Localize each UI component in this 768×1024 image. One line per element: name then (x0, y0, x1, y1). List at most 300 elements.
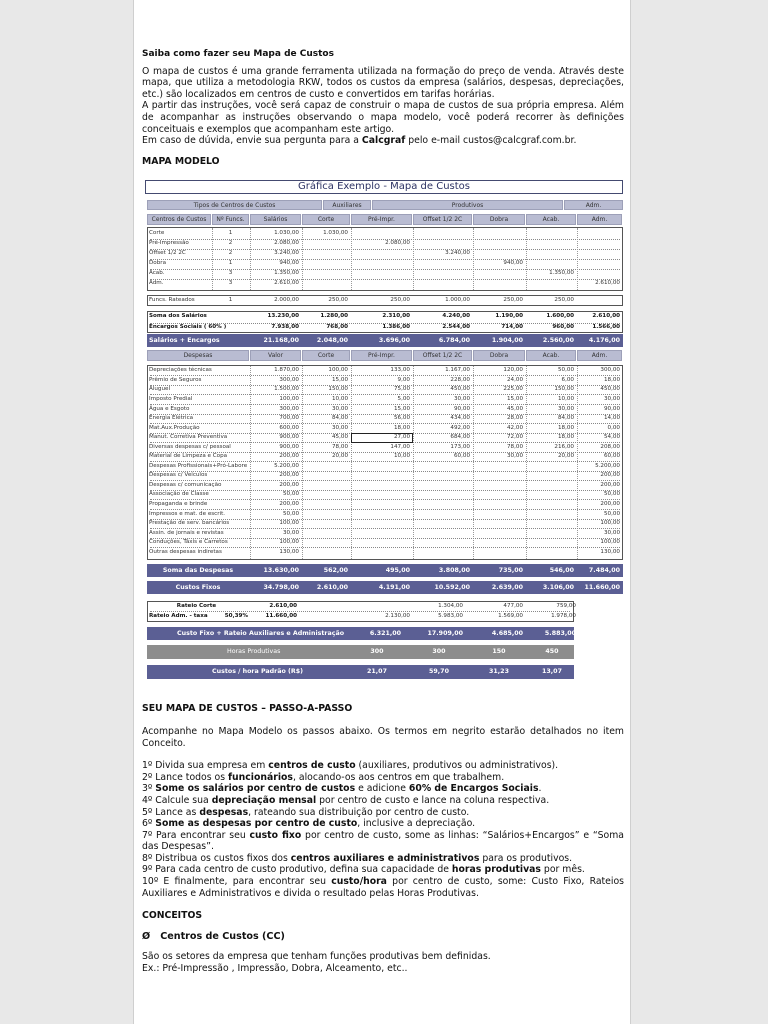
despesa-row: 50,00 (282, 510, 299, 517)
step-text: , rateando sua distribuição por centro de custo. (248, 806, 470, 818)
col-header: Centros de Custos (147, 214, 211, 225)
custo-fixo-rateio-value: 17.909,00 (427, 630, 463, 638)
col-header: Nº Funcs. (212, 214, 249, 225)
despesa-row: 492,00 (450, 424, 470, 431)
step-term: depreciação mensal (211, 794, 317, 806)
col-header: Adm. (577, 214, 622, 225)
soma-salarios-row: 2.610,00 (592, 313, 620, 320)
soma-salarios-row: 4.240,00 (442, 313, 470, 320)
intro-paragraph-3: Em caso de dúvida, envie sua pergunta para a Calcgraf pelo e-mail custos@calcgraf.com.br. (142, 135, 577, 147)
step-9 (142, 864, 624, 876)
despesa-row: 30,00 (453, 395, 470, 402)
salary-row: 1 (228, 260, 233, 267)
soma-salarios-row: 13.230,00 (267, 313, 299, 320)
brand-name: Calcgraf (361, 135, 406, 147)
despesas-col-header: Offset 1/2 2C (413, 350, 472, 361)
soma-salarios-row: Soma dos Salários (149, 313, 207, 320)
step-term: custo/hora (331, 876, 387, 888)
salary-row: Offset 1/2 2C (149, 250, 186, 257)
step-text: por centro de custo, some: Custo Fixo, Rateios Auxiliares e Administrativos e divida o resultado pelas Horas Produtivas. (142, 876, 624, 899)
col-header: Acab. (526, 214, 576, 225)
salary-row: 1.030,00 (323, 230, 348, 237)
custo-hora-value: 59,70 (429, 668, 449, 676)
col-divider (526, 228, 527, 290)
custo-hora-value: 31,23 (489, 668, 509, 676)
despesa-row: 54,00 (603, 434, 620, 441)
step-text: , alocando-os aos centros em que trabalhem. (292, 771, 505, 783)
despesa-row: 200,00 (600, 481, 620, 488)
despesa-row: 50,00 (557, 367, 574, 374)
soma-salarios-row: 1.190,00 (495, 313, 523, 320)
soma-despesas-value: 3.808,00 (438, 567, 470, 575)
encargos-row: 768,00 (326, 324, 348, 331)
encargos-row: 7.938,00 (271, 324, 299, 331)
despesa-row: 45,00 (506, 405, 523, 412)
despesas-col-header: Despesas (147, 350, 249, 361)
despesa-row: 30,00 (331, 424, 348, 431)
despesa-row: 10,00 (331, 395, 348, 402)
rateio-adm-value: 2.130,00 (385, 613, 410, 620)
salary-row: 2 (228, 250, 233, 257)
salary-row: 1.350,00 (549, 270, 574, 277)
group-auxiliares: Auxiliares (323, 200, 371, 210)
encargos-row: 2.544,00 (442, 324, 470, 331)
rateio-adm-label: Rateio Adm. - taxa (149, 613, 208, 620)
despesa-row: 45,00 (331, 434, 348, 441)
custo-fixo-rateio-value: 5.883,00 (544, 630, 576, 638)
step-term: Some as despesas por centro de custo (155, 818, 358, 830)
step-text: por centro de custo, some as linhas: “Salários+Encargos” e “Soma das Despesas”. (142, 829, 624, 853)
despesa-row: 9,00 (397, 376, 410, 383)
salary-row: Corte (149, 230, 165, 237)
salary-row: 2.080,00 (274, 240, 299, 247)
encargos-row: 714,00 (501, 324, 523, 331)
despesa-row: 100,00 (279, 395, 299, 402)
despesa-row: 28,00 (506, 415, 523, 422)
step-text: e adicione (355, 783, 409, 795)
custos-fixos-value: 34.798,00 (263, 584, 299, 592)
despesa-row: Outras despesas indiretas (149, 548, 222, 555)
rateados-row: Funcs. Rateados (149, 297, 195, 304)
rateio-corte-label: Rateio Corte (176, 603, 217, 610)
salary-row: 940,00 (503, 260, 523, 267)
despesa-row: 147,00 (390, 443, 410, 450)
despesa-row: 100,00 (279, 539, 299, 546)
despesa-row: 450,00 (600, 386, 620, 393)
step-text: . (538, 783, 542, 795)
despesa-row: Diversas despesas c/ pessoal (149, 443, 231, 450)
despesa-row: 225,00 (503, 386, 523, 393)
despesa-row: 10,00 (557, 395, 574, 402)
group-adm: Adm. (564, 200, 623, 210)
col-header: Pré-Impr. (351, 214, 412, 225)
despesa-row: 1.500,00 (274, 386, 299, 393)
despesa-row: 30,00 (603, 529, 620, 536)
custo-hora-value: 21,07 (367, 668, 387, 676)
despesa-row: Material de Limpeza e Copa (149, 453, 228, 460)
custos-fixos-value: 3.106,00 (542, 584, 574, 592)
despesa-row: 60,00 (603, 453, 620, 460)
despesas-col-header: Acab. (526, 350, 576, 361)
mapa-title: Gráfica Exemplo - Mapa de Custos (145, 180, 623, 194)
despesa-row: 24,00 (506, 376, 523, 383)
despesa-row: Despesas c/ comunicação (149, 481, 222, 488)
step-text: 3º (142, 783, 156, 795)
horas-produtivas-value: 150 (492, 648, 506, 656)
custos-fixos-value: Custos Fixos (175, 584, 221, 592)
custo-fixo-rateio-bar: Custo Fixo + Rateio Auxiliares e Administração (147, 627, 574, 640)
col-divider (473, 228, 474, 290)
despesa-row: 300,00 (279, 405, 299, 412)
despesa-row: 18,00 (393, 424, 410, 431)
step-8 (142, 853, 624, 865)
soma-despesas-value: 13.630,00 (263, 567, 299, 575)
mapa-modelo-heading: MAPA MODELO (142, 155, 220, 167)
step-text: 4º Calcule sua (142, 794, 212, 806)
despesa-row: Despesas Profissionais+Pró-Labore (149, 462, 248, 469)
despesa-row: 20,00 (331, 453, 348, 460)
salarios-encargos-value: 3.696,00 (378, 337, 410, 345)
salary-row: Adm. (149, 280, 164, 287)
despesa-row: Imposto Predial (149, 395, 193, 402)
step-text: 10º E finalmente, para encontrar seu (142, 876, 332, 888)
highlighted-cell (351, 433, 413, 443)
group-produtivos: Produtivos (372, 200, 563, 210)
rateio-adm-value: 11.660,00 (265, 613, 297, 620)
despesa-row: 150,00 (328, 386, 348, 393)
despesa-row: 90,00 (603, 405, 620, 412)
custo-hora-value: 13,07 (542, 668, 562, 676)
salarios-encargos-value: 6.784,00 (438, 337, 470, 345)
step-text: , inclusive a depreciação. (357, 818, 476, 830)
despesa-row: 84,00 (331, 415, 348, 422)
salary-row: 1 (228, 230, 233, 237)
step-6 (142, 818, 624, 830)
col-header: Corte (302, 214, 350, 225)
group-tipos: Tipos de Centros de Custos (147, 200, 322, 210)
step-term: custo fixo (249, 829, 302, 841)
despesa-row: 18,00 (557, 434, 574, 441)
rateados-row: 2.000,00 (274, 297, 299, 304)
despesa-row: 30,00 (603, 395, 620, 402)
step-4 (142, 795, 624, 807)
step-term: centros de custo (268, 760, 356, 772)
rateio-corte-value: 1.304,00 (438, 603, 463, 610)
despesa-row: 50,00 (603, 491, 620, 498)
step-term: centros auxiliares e administrativos (290, 852, 480, 864)
salarios-encargos-value: 2.048,00 (316, 337, 348, 345)
article-title: Saiba como fazer seu Mapa de Custos (142, 49, 334, 59)
despesas-col-header: Pré-Impr. (351, 350, 412, 361)
rateio-adm-value: 1.978,00 (551, 613, 576, 620)
despesa-row: 75,00 (393, 386, 410, 393)
despesa-row: 300,00 (600, 367, 620, 374)
despesa-row: 78,00 (331, 443, 348, 450)
custos-fixos-value: 4.191,00 (378, 584, 410, 592)
despesa-row: 5,00 (397, 395, 410, 402)
step-text: 9º Para cada centro de custo produtivo, defina sua capacidade de (142, 864, 452, 876)
col-divider (302, 228, 303, 290)
despesa-row: Manut. Corretiva Preventiva (149, 434, 228, 441)
step-term: 60% de Encargos Sociais (408, 783, 539, 795)
step-term: funcionários (228, 771, 293, 783)
custo-fixo-rateio-value: 4.685,00 (491, 630, 523, 638)
despesas-col-header: Dobra (473, 350, 525, 361)
despesa-row: Aluguel (149, 386, 171, 393)
soma-despesas-value: 735,00 (498, 567, 523, 575)
despesa-row: 1.167,00 (445, 367, 470, 374)
col-divider (351, 228, 352, 290)
row-divider (150, 611, 570, 612)
despesa-row: Associação de Classe (149, 491, 209, 498)
rateados-row: 250,00 (503, 297, 523, 304)
despesa-row: Energia Elétrica (149, 415, 194, 422)
salarios-encargos-value: 1.904,00 (491, 337, 523, 345)
despesas-col-header: Valor (250, 350, 301, 361)
despesa-row: 0,00 (607, 424, 620, 431)
despesa-row: 5.200,00 (595, 462, 620, 469)
salarios-encargos-value: 21.168,00 (263, 337, 299, 345)
salary-row: 3.240,00 (274, 250, 299, 257)
despesa-row: 300,00 (279, 376, 299, 383)
soma-salarios-row: 1.280,00 (320, 313, 348, 320)
despesa-row: 14,00 (603, 415, 620, 422)
despesa-row: 133,00 (390, 367, 410, 374)
despesa-row: Propaganda e brinde (149, 501, 208, 508)
salarios-encargos-value: 2.560,00 (542, 337, 574, 345)
document-page (133, 0, 631, 1024)
despesa-row: 434,00 (450, 415, 470, 422)
encargos-row: Encargos Sociais ( 60% ) (149, 324, 227, 331)
encargos-row: 1.566,00 (592, 324, 620, 331)
conceito-centros-custos: Ø Centros de Custos (CC) (142, 930, 285, 942)
despesas-col-header: Adm. (577, 350, 622, 361)
despesa-row: 30,00 (331, 405, 348, 412)
col-header: Offset 1/2 2C (413, 214, 472, 225)
soma-despesas-value: Soma das Despesas (162, 567, 234, 575)
despesa-row: 15,00 (393, 405, 410, 412)
despesa-row: Prestação de serv. bancários (149, 520, 230, 527)
salary-row: Pré-Impressão (149, 240, 189, 247)
despesa-row: 216,00 (554, 443, 574, 450)
col-divider (413, 228, 414, 290)
soma-salarios-row: 1.600,00 (546, 313, 574, 320)
step-2 (142, 772, 624, 784)
despesa-row: 100,00 (600, 520, 620, 527)
passo-intro: Acompanhe no Mapa Modelo os passos abaixo. Os termos em negrito estarão detalhados no item Conceito. (142, 725, 624, 749)
despesa-row: 200,00 (600, 472, 620, 479)
document-content (142, 49, 624, 975)
rateio-adm-value: 1.569,00 (498, 613, 523, 620)
encargos-row: 960,00 (552, 324, 574, 331)
despesa-row: Prêmio de Seguros (149, 376, 202, 383)
step-text: 8º Distribua os custos fixos dos (142, 852, 291, 864)
despesas-col-header: Corte (302, 350, 350, 361)
despesa-row: 84,00 (557, 415, 574, 422)
despesa-row: 100,00 (600, 539, 620, 546)
despesa-row: 50,00 (282, 491, 299, 498)
step-text: 1º Divida sua empresa em (142, 760, 269, 772)
despesa-row: Água e Esgoto (149, 405, 190, 412)
soma-despesas-value: 562,00 (323, 567, 348, 575)
soma-despesas-value: 546,00 (549, 567, 574, 575)
salarios-encargos-value: Salários + Encargos (149, 337, 220, 345)
salary-row: 2 (228, 240, 233, 247)
despesa-row: 10,00 (393, 453, 410, 460)
despesa-row: 27,00 (393, 434, 410, 441)
despesa-row: 200,00 (279, 453, 299, 460)
despesa-row: 900,00 (279, 434, 299, 441)
step-5 (142, 807, 624, 819)
rateados-row: 250,00 (328, 297, 348, 304)
despesa-row: 684,00 (450, 434, 470, 441)
despesa-row: Assin. de jornais e revistas (149, 529, 224, 536)
despesa-row: 15,00 (506, 395, 523, 402)
col-header: Dobra (473, 214, 525, 225)
rateio-corte-value: 759,00 (556, 603, 576, 610)
step-text: 2º Lance todos os (142, 771, 229, 783)
bullet-icon: Ø (142, 930, 151, 942)
salary-row: 2.610,00 (595, 280, 620, 287)
despesa-row: 208,00 (600, 443, 620, 450)
custos-fixos-value: 2.610,00 (316, 584, 348, 592)
rateados-row: 1 (228, 297, 233, 304)
step-text: para os produtivos. (479, 852, 573, 864)
passo-heading: SEU MAPA DE CUSTOS – PASSO-A-PASSO (142, 703, 353, 715)
despesa-row: 200,00 (600, 501, 620, 508)
despesa-row: 78,00 (506, 443, 523, 450)
despesa-row: 18,00 (603, 376, 620, 383)
despesa-row: 700,00 (279, 415, 299, 422)
step-1 (142, 760, 624, 772)
step-text: 7º Para encontrar seu (142, 829, 250, 841)
despesa-row: 173,00 (450, 443, 470, 450)
salary-row: 3 (228, 280, 233, 287)
col-divider (250, 228, 251, 290)
custo-fixo-rateio-value: 6.321,00 (369, 630, 401, 638)
step-text: 6º (142, 818, 156, 830)
step-7 (142, 830, 624, 853)
despesa-row: 50,00 (603, 510, 620, 517)
despesa-row: 30,00 (557, 405, 574, 412)
step-text: 5º Lance as (142, 806, 200, 818)
despesa-row: 72,00 (506, 434, 523, 441)
despesa-row: 600,00 (279, 424, 299, 431)
despesa-row: 42,00 (506, 424, 523, 431)
rateio-adm-value: 5.983,00 (438, 613, 463, 620)
rateio-adm-taxa: 50,39% (224, 613, 248, 620)
step-text: por centro de custo e lance na coluna respectiva. (316, 794, 550, 806)
step-3 (142, 783, 624, 795)
despesa-row: Impressos e mat. de escrit. (149, 510, 226, 517)
rateados-row: 250,00 (554, 297, 574, 304)
despesa-row: 450,00 (450, 386, 470, 393)
horas-produtivas-value: 300 (370, 648, 384, 656)
despesa-row: 100,00 (279, 520, 299, 527)
conceitos-heading: CONCEITOS (142, 910, 203, 922)
horas-produtivas-value: 450 (545, 648, 559, 656)
intro-paragraph-2: A partir das instruções, você será capaz de construir o mapa de custos de sua própria empresa. Além de acompanhar as instruções observando o mapa modelo, você poderá recorrer às definições conceituais e exemplos que acompanham este artigo. (142, 100, 624, 135)
despesa-row: 20,00 (557, 453, 574, 460)
col-divider (212, 228, 213, 290)
salary-row: 3 (228, 270, 233, 277)
despesa-row: Depreciações técnicas (149, 367, 212, 374)
despesa-row: 18,00 (557, 424, 574, 431)
rateio-corte-value: 2.610,00 (269, 603, 297, 610)
soma-despesas-value: 7.484,00 (588, 567, 620, 575)
custos-fixos-value: 2.639,00 (491, 584, 523, 592)
step-term: horas produtivas (451, 864, 541, 876)
horas-produtivas-value: 300 (432, 648, 446, 656)
col-header: Salários (250, 214, 301, 225)
salary-row: 2.610,00 (274, 280, 299, 287)
despesa-row: 56,00 (393, 415, 410, 422)
custos-fixos-value: 10.592,00 (434, 584, 470, 592)
step-10 (142, 876, 624, 899)
custos-fixos-value: 11.660,00 (584, 584, 620, 592)
despesa-row: 100,00 (328, 367, 348, 374)
soma-salarios-row: 2.310,00 (382, 313, 410, 320)
horas-produtivas-bar: Horas Produtivas (147, 645, 574, 659)
despesa-row: 150,00 (554, 386, 574, 393)
despesa-row: 900,00 (279, 443, 299, 450)
rateio-corte-value: 477,00 (503, 603, 523, 610)
salary-row: 3.240,00 (445, 250, 470, 257)
despesa-row: 200,00 (279, 481, 299, 488)
soma-despesas-value: 495,00 (385, 567, 410, 575)
mapa-modelo-table (142, 175, 624, 697)
conceito-paragraph-1: São os setores da empresa que tenham funções produtivas bem definidas. (142, 951, 491, 963)
encargos-row: 1.386,00 (382, 324, 410, 331)
despesa-row: 228,00 (450, 376, 470, 383)
despesa-row: 30,00 (506, 453, 523, 460)
steps-list (142, 760, 624, 899)
salarios-encargos-value: 4.176,00 (588, 337, 620, 345)
salary-row: 2.080,00 (385, 240, 410, 247)
step-text: por mês. (540, 864, 585, 876)
despesa-row: 1.870,00 (274, 367, 299, 374)
despesa-row: 15,00 (331, 376, 348, 383)
intro-paragraph-1: O mapa de custos é uma grande ferramenta utilizada na formação do preço de venda. Através deste mapa, que utiliza a metodologia RKW, todos os custos da empresa (salários, despesas, depreciações, etc.) são localizados em centros de custo e convertidos em tarifas horárias. (142, 65, 624, 100)
rateados-row: 250,00 (390, 297, 410, 304)
despesa-row: 130,00 (279, 548, 299, 555)
step-term: Some os salários por centro de custos (155, 783, 356, 795)
step-term: despesas (199, 806, 249, 818)
conceito-paragraph-2: Ex.: Pré-Impressão , Impressão, Dobra, Alceamento, etc.. (142, 963, 408, 975)
custo-hora-bar: Custos / hora Padrão (R$) (147, 665, 574, 679)
despesa-row: 130,00 (600, 548, 620, 555)
despesa-row: 200,00 (279, 472, 299, 479)
despesa-row: Mat.Aux.Produção (149, 424, 200, 431)
despesa-row: 5.200,00 (274, 462, 299, 469)
salary-row: 1.350,00 (274, 270, 299, 277)
step-text: (auxiliares, produtivos ou administrativos). (355, 760, 559, 772)
despesa-row: Conduções, Táxis e Carretos (149, 539, 228, 546)
salary-row: 1.030,00 (274, 230, 299, 237)
despesa-row: 90,00 (453, 405, 470, 412)
salary-row: Dobra (149, 260, 167, 267)
despesa-row: 6,00 (561, 376, 574, 383)
despesa-row: Despesas c/ Veículos (149, 472, 208, 479)
col-divider (577, 228, 578, 290)
salary-row: 940,00 (279, 260, 299, 267)
despesa-row: 200,00 (279, 501, 299, 508)
despesa-row: 60,00 (453, 453, 470, 460)
salary-row: Acab. (149, 270, 165, 277)
rateados-row: 1.000,00 (445, 297, 470, 304)
despesa-row: 120,00 (503, 367, 523, 374)
despesa-row: 30,00 (282, 529, 299, 536)
